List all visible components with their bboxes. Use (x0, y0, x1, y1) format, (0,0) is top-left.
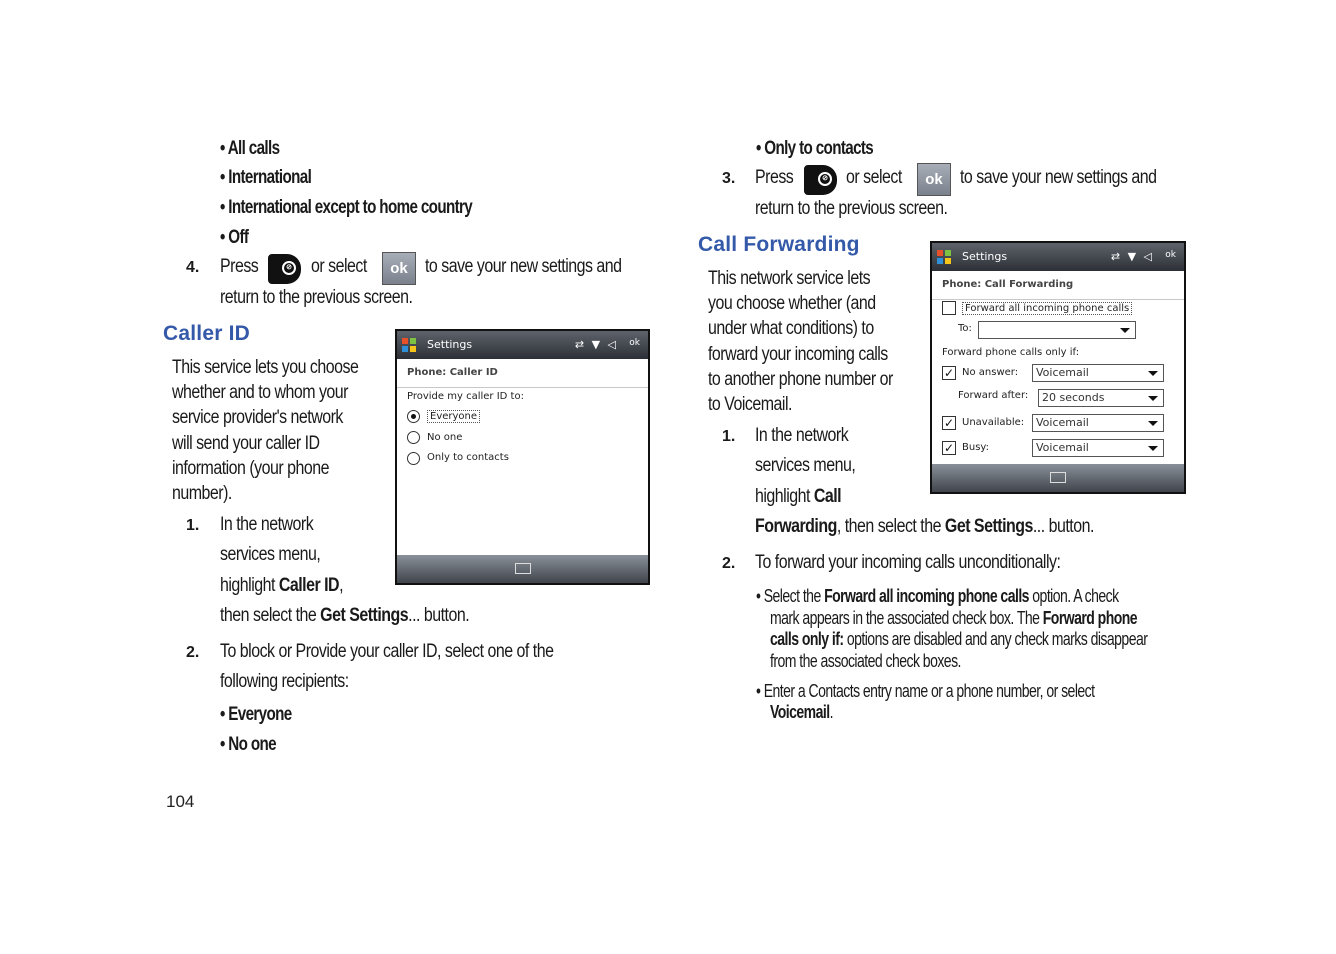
intro-line: This network service lets (708, 268, 871, 289)
step-number: 2. (722, 555, 736, 572)
bullet-no-one: • No one (220, 734, 276, 755)
step-number: 1. (722, 428, 736, 445)
intro-line: to Voicemail. (708, 394, 792, 415)
sub-bullet-cont: mark appears in the associated check box. The Forward phone (770, 608, 1138, 628)
intro-line: service provider's network (172, 407, 343, 428)
step-number: 4. (186, 259, 200, 276)
step-text: Forwarding, then select the Get Settings... button. (755, 516, 1094, 537)
sub-bullet-cont: calls only if: options are disabled and any check marks disappear (770, 629, 1148, 649)
step-number: 2. (186, 644, 200, 661)
step-text: to save your new settings and (960, 167, 1157, 188)
step-text: In the network (755, 425, 849, 446)
sub-bullet-cont: from the associated check boxes. (770, 651, 961, 671)
unavailable-label: Unavailable: (962, 417, 1025, 428)
bottom-bar (932, 464, 1184, 492)
only-if-label: Forward phone calls only if: (942, 347, 1080, 358)
bullet-international-except: • International except to home country (220, 197, 473, 218)
checkbox-label: Forward all incoming phone calls (962, 302, 1132, 315)
intro-line: will send your caller ID (172, 433, 320, 454)
bottom-bar (397, 555, 648, 583)
bullet-everyone: • Everyone (220, 704, 292, 725)
title-bar (397, 331, 648, 359)
busy-checkbox[interactable]: ✓ (943, 441, 955, 455)
step-text: services menu, (220, 544, 321, 565)
to-label: To: (958, 323, 972, 334)
step-text: return to the previous screen. (220, 287, 413, 308)
option-label: Only to contacts (427, 452, 509, 463)
busy-label: Busy: (962, 442, 989, 453)
step-text: or select (846, 167, 902, 188)
intro-line: to another phone number or (708, 369, 893, 390)
call-forwarding-screenshot (930, 241, 1186, 494)
caller-id-screenshot (395, 329, 650, 585)
radio-no-one[interactable] (407, 431, 420, 444)
screen-title: Settings (962, 250, 1008, 263)
sub-bullet: • Select the Forward all incoming phone calls option. A check (756, 586, 1119, 606)
screen-subtitle: Phone: Call Forwarding (932, 271, 1184, 300)
status-icons: ⇄ ▼ ◁ (574, 338, 618, 351)
intro-line: This service lets you choose (172, 357, 359, 378)
section-heading-call-forwarding: Call Forwarding (698, 233, 860, 256)
status-icons: ⇄ ▼ ◁ (1110, 250, 1154, 263)
ok-key-icon: ok (917, 163, 951, 196)
step-text: following recipients: (220, 671, 349, 692)
forward-after-label: Forward after: (958, 390, 1029, 401)
step-text: Press (755, 167, 794, 188)
option-label: Everyone (427, 410, 480, 423)
step-text: then select the Get Settings... button. (220, 605, 470, 626)
busy-dropdown[interactable]: Voicemail (1032, 439, 1164, 457)
bullet-only-to-contacts: • Only to contacts (756, 138, 874, 159)
keyboard-icon[interactable] (515, 563, 531, 574)
unavailable-checkbox[interactable]: ✓ (943, 416, 955, 430)
no-answer-dropdown[interactable]: Voicemail (1032, 364, 1164, 382)
step-text: return to the previous screen. (755, 198, 948, 219)
screen-subtitle: Phone: Caller ID (397, 359, 648, 388)
windows-logo-icon (401, 337, 417, 353)
step-number: 1. (186, 517, 200, 534)
ok-button[interactable]: ok (629, 338, 640, 348)
prompt-label: Provide my caller ID to: (407, 391, 524, 402)
forward-after-dropdown[interactable]: 20 seconds (1038, 389, 1164, 407)
bullet-international: • International (220, 167, 312, 188)
to-dropdown[interactable] (978, 321, 1136, 339)
screen-title: Settings (427, 338, 473, 351)
intro-line: under what conditions) to (708, 318, 874, 339)
step-text: highlight Call (755, 486, 842, 507)
step-number: 3. (722, 170, 736, 187)
step-text: highlight Caller ID, (220, 575, 344, 596)
step-text: Press (220, 256, 259, 277)
section-heading-caller-id: Caller ID (163, 322, 250, 345)
step-text: To forward your incoming calls unconditionally: (755, 552, 1061, 573)
radio-everyone[interactable] (407, 410, 420, 423)
no-answer-label: No answer: (962, 367, 1019, 378)
intro-line: information (your phone (172, 458, 329, 479)
ok-key-icon: ok (382, 252, 416, 285)
step-text: To block or Provide your caller ID, select one of the (220, 641, 554, 662)
end-key-icon: ⊘ (268, 254, 301, 284)
forward-all-checkbox[interactable] (942, 301, 956, 315)
intro-line: you choose whether (and (708, 293, 876, 314)
ok-button[interactable]: ok (1165, 250, 1176, 260)
sub-bullet-cont: Voicemail. (770, 702, 833, 722)
step-text: to save your new settings and (425, 256, 622, 277)
step-text: services menu, (755, 455, 856, 476)
unavailable-dropdown[interactable]: Voicemail (1032, 414, 1164, 432)
option-label: No one (427, 432, 463, 443)
step-text: In the network (220, 514, 314, 535)
title-bar (932, 243, 1184, 271)
step-text: or select (311, 256, 367, 277)
intro-line: number). (172, 483, 232, 504)
end-key-icon: ⊘ (804, 165, 837, 195)
page-number: 104 (166, 792, 195, 811)
windows-logo-icon (936, 249, 952, 265)
no-answer-checkbox[interactable]: ✓ (943, 366, 955, 380)
sub-bullet: • Enter a Contacts entry name or a phone number, or select (756, 681, 1095, 701)
bullet-off: • Off (220, 227, 249, 248)
keyboard-icon[interactable] (1050, 472, 1066, 483)
intro-line: whether and to whom your (172, 382, 348, 403)
bullet-all-calls: • All calls (220, 138, 280, 159)
intro-line: forward your incoming calls (708, 344, 888, 365)
radio-only-contacts[interactable] (407, 452, 420, 465)
